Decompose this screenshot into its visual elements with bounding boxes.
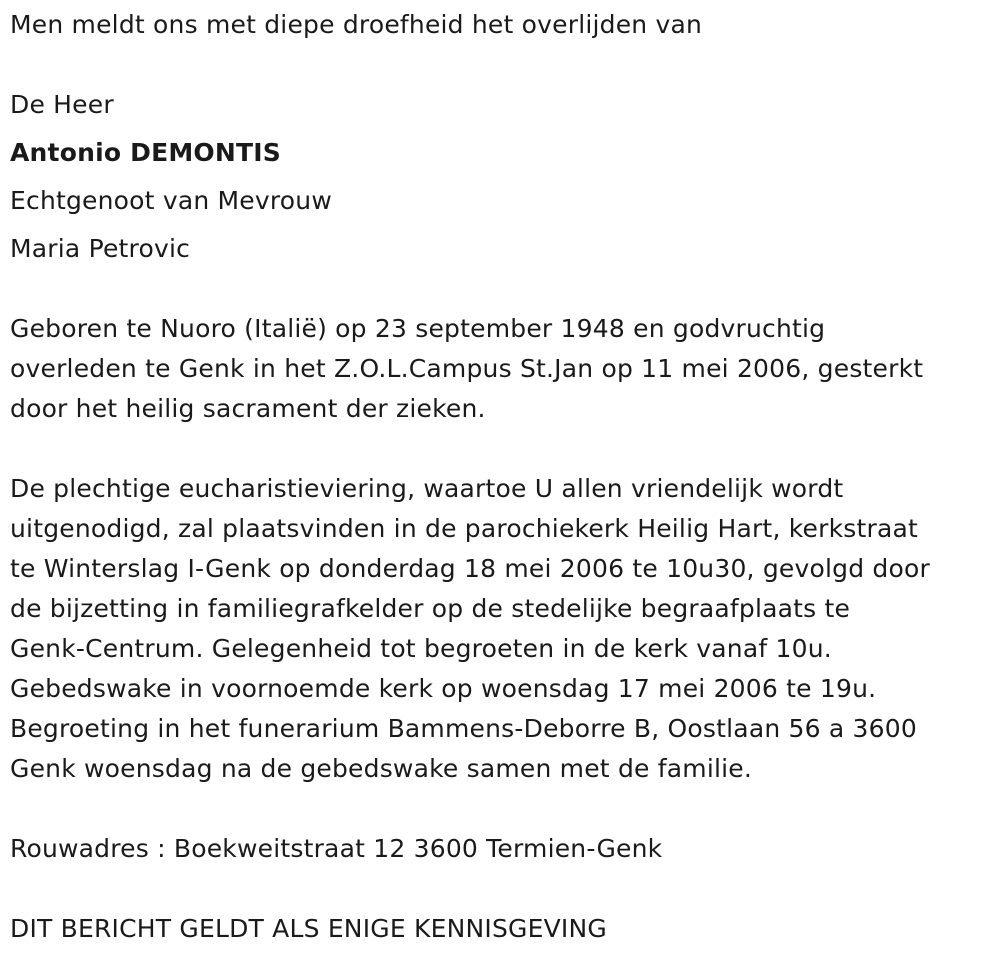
paragraph-line: te Winterslag I-Genk op donderdag 18 mei 2006 te 10u30, gevolgd door [10,554,930,583]
birth-death-paragraph [10,309,980,429]
paragraph-line: Geboren te Nuoro (Italië) op 23 september 1948 en godvruchtig [10,314,826,343]
paragraph-line: De plechtige eucharistieviering, waartoe U allen vriendelijk wordt [10,474,844,503]
ceremony-paragraph [10,469,980,789]
closing-statement: DIT BERICHT GELDT ALS ENIGE KENNISGEVING [10,914,607,943]
paragraph-line: Genk woensdag na de gebedswake samen met de familie. [10,754,752,783]
paragraph-line: overleden te Genk in het Z.O.L.Campus St.Jan op 11 mei 2006, gesterkt [10,354,924,383]
paragraph-line: Gebedswake in voornoemde kerk op woensdag 17 mei 2006 te 19u. [10,674,877,703]
paragraph-line: Genk-Centrum. Gelegenheid tot begroeten in de kerk vanaf 10u. [10,634,832,663]
mourning-address: Rouwadres : Boekweitstraat 12 3600 Termien-Genk [10,834,663,863]
paragraph-line: Begroeting in het funerarium Bammens-Deborre B, Oostlaan 56 a 3600 [10,714,917,743]
salutation: De Heer [10,90,114,119]
paragraph-line: de bijzetting in familiegrafkelder op de stedelijke begraafplaats te [10,594,851,623]
spouse-name: Maria Petrovic [10,234,191,263]
spouse-label: Echtgenoot van Mevrouw [10,186,332,215]
paragraph-line: door het heilig sacrament der zieken. [10,394,486,423]
paragraph-line: uitgenodigd, zal plaatsvinden in de parochiekerk Heilig Hart, kerkstraat [10,514,919,543]
deceased-name: Antonio DEMONTIS [10,138,281,167]
intro-text: Men meldt ons met diepe droefheid het overlijden van [10,10,703,39]
